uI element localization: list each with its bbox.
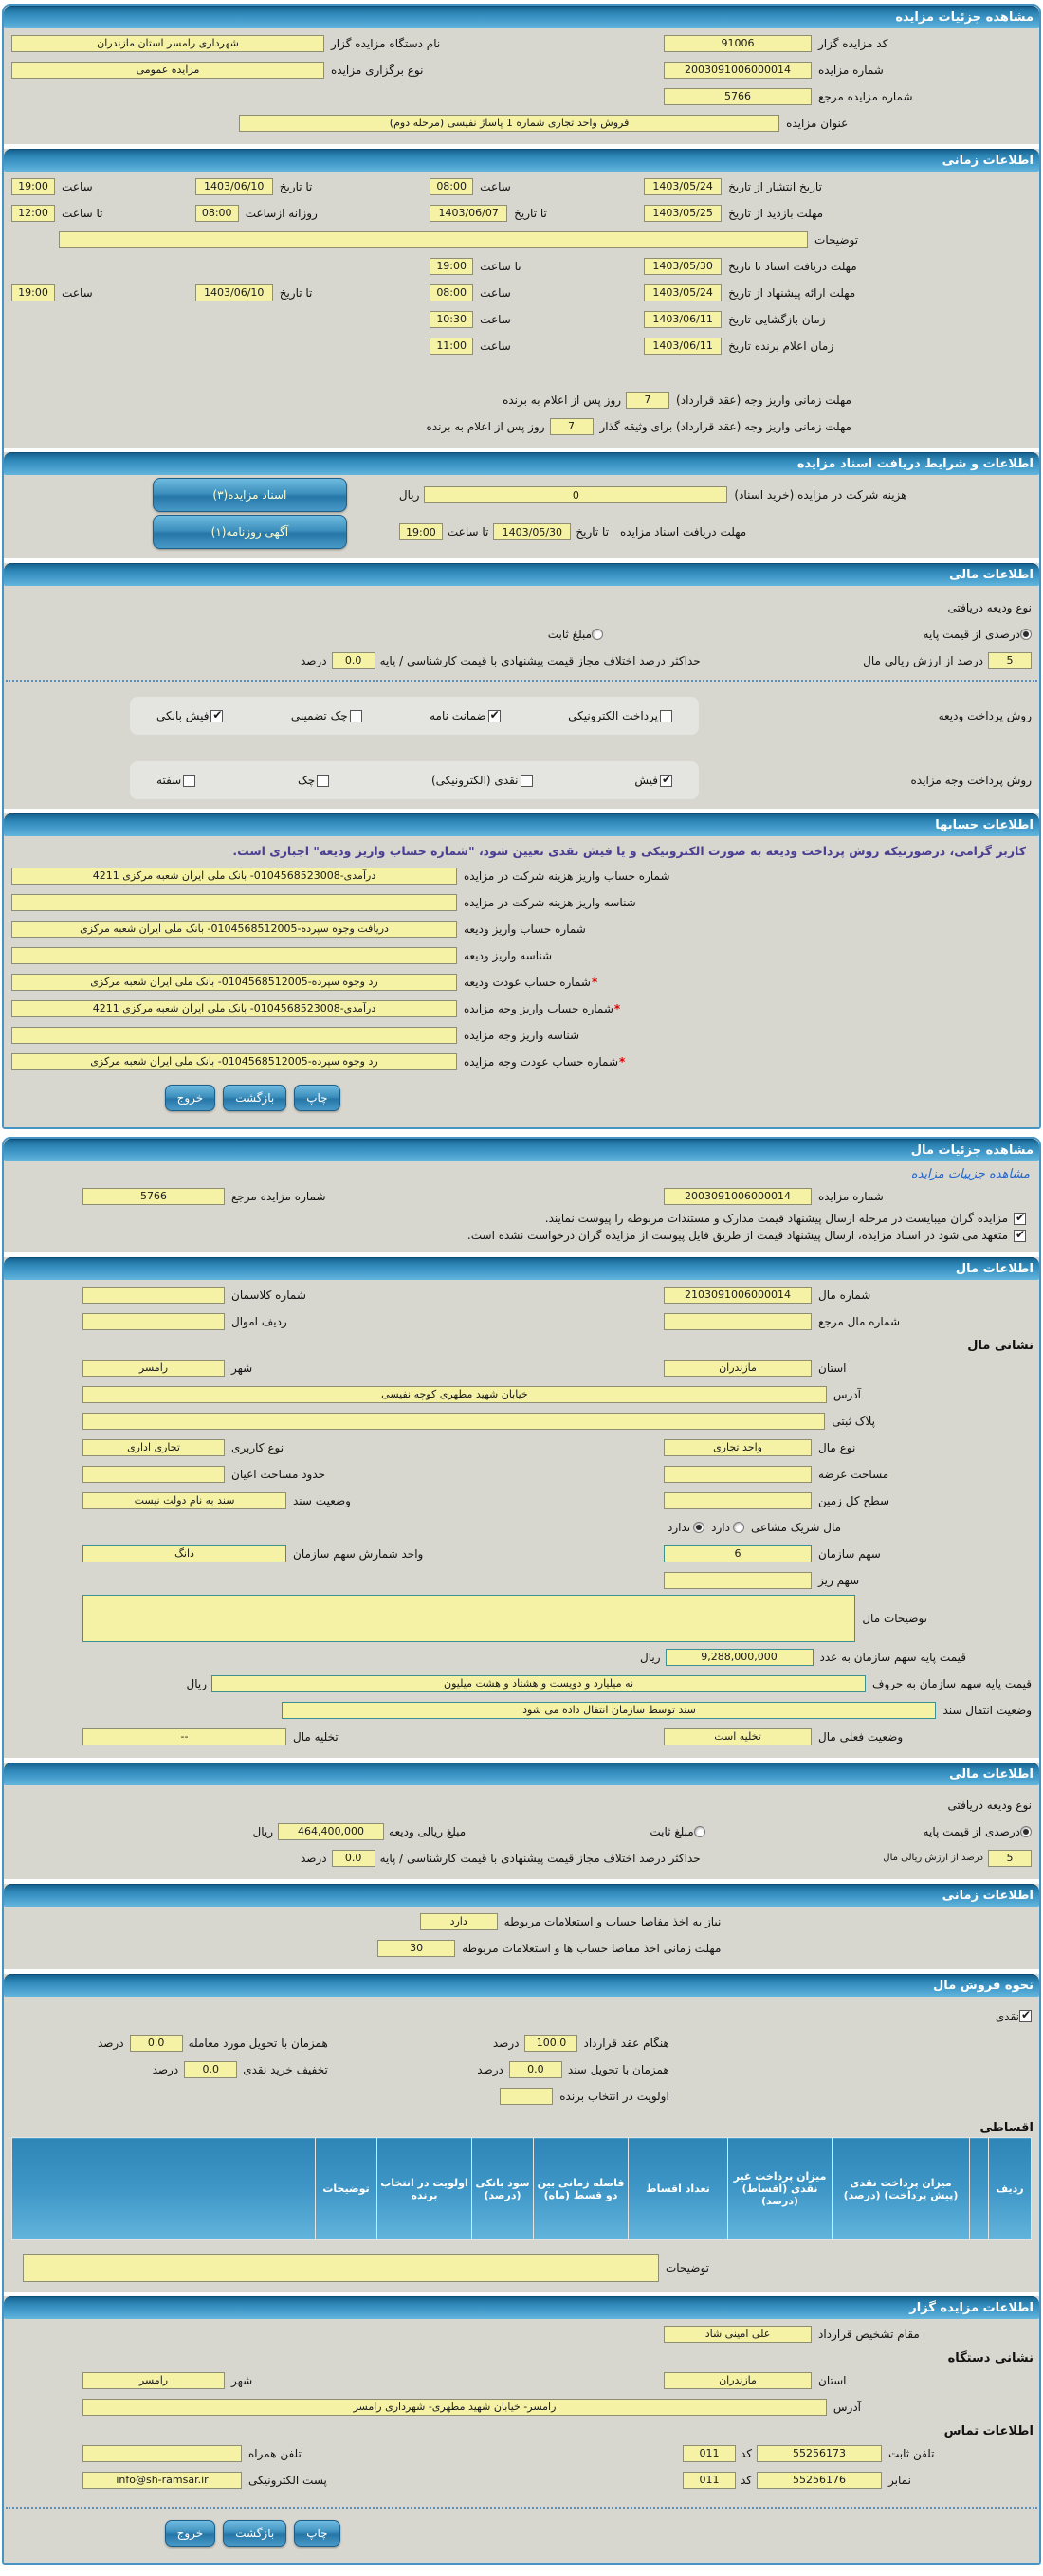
bidder-code-label: کد مزایده گزار xyxy=(818,36,888,50)
docs-deadline2-time-field[interactable]: 19:00 xyxy=(399,523,443,540)
promissory-note-checkbox[interactable] xyxy=(183,775,195,787)
deposit-percent2-field[interactable]: 5 xyxy=(988,1850,1032,1867)
auction-no-label: شماره مزایده xyxy=(818,1189,884,1203)
percent-of-value-label: درصد از ارزش ریالی مال xyxy=(863,653,983,667)
auction-subject-label: عنوان مزایده xyxy=(786,116,849,130)
deposit-return-account-label: شماره حساب عودت ودیعه xyxy=(464,975,591,989)
mobile-field[interactable] xyxy=(82,2445,242,2462)
at-deed-label: همزمان با تحویل سند xyxy=(567,2062,669,2076)
share-unit-label: واحد شمارش سهم سازمان xyxy=(293,1546,424,1561)
area-label: مساحت عرضه xyxy=(818,1467,889,1481)
mal-type-label: نوع مال xyxy=(818,1440,856,1454)
section-header-asset-info xyxy=(4,1257,1039,1280)
hold-type-label: نوع برگزاری مزایده xyxy=(331,63,424,77)
clearance-field[interactable]: دارد xyxy=(420,1913,498,1930)
slip-checkbox[interactable] xyxy=(660,775,672,787)
section-title: مشاهده جزئیات مزایده xyxy=(895,10,1034,25)
attach-docs-checkbox[interactable] xyxy=(1014,1213,1026,1225)
fee-account-label: شماره حساب واریز هزینه شرکت در مزایده xyxy=(464,868,670,883)
auction-pay-method-label: روش پرداخت وجه مزایده xyxy=(910,774,1032,787)
at-contract-field[interactable]: 100.0 xyxy=(524,2035,577,2052)
shared-yes-radio[interactable] xyxy=(733,1522,744,1533)
current-status-field[interactable]: تخلیه است xyxy=(664,1728,812,1745)
to-date-label: تا تاریخ xyxy=(576,525,610,539)
deposit-id-label: شناسه واریز ودیعه xyxy=(464,948,553,962)
commit-checkbox[interactable] xyxy=(1014,1230,1026,1242)
share-unit-field[interactable]: دانگ xyxy=(82,1545,286,1562)
plate-label: پلاک ثبتی xyxy=(832,1414,875,1428)
plate-field[interactable] xyxy=(82,1413,825,1430)
pay-deadline-label: مهلت زمانی واریز وجه (عقد قرارداد) xyxy=(676,393,851,407)
area-code-label: کد xyxy=(741,2473,753,2487)
fax-label: نمابر xyxy=(888,2473,911,2487)
col-bank-interest: سود بانکی (درصد) xyxy=(472,2138,534,2240)
winner-time-field[interactable]: 11:00 xyxy=(430,338,473,355)
fixed-amount2-radio[interactable] xyxy=(694,1826,705,1837)
org-city-field[interactable]: رامسر xyxy=(82,2372,225,2389)
publish-to-date-field[interactable]: 1403/06/10 xyxy=(195,178,273,195)
fee-deposit-id-field[interactable] xyxy=(11,894,457,911)
auction-number-field[interactable]: 2003091006000014 xyxy=(664,62,812,79)
col-description: توضیحات xyxy=(316,2138,377,2240)
org-name-field[interactable]: شهرداری رامسر استان مازندران xyxy=(11,35,324,52)
organizer-info-section xyxy=(4,2296,1039,2563)
exit-button[interactable]: خروج xyxy=(165,2520,216,2547)
class-no-field[interactable] xyxy=(82,1287,225,1304)
col-winner-priority: اولویت در انتخاب برنده xyxy=(377,2138,472,2240)
clearance-deadline-field[interactable]: 30 xyxy=(377,1940,455,1957)
auction-ref-label: شماره مزایده مرجع xyxy=(818,89,913,103)
sale-method-section xyxy=(4,1974,1039,2292)
pay-deadline2-days-field[interactable]: 7 xyxy=(550,418,594,435)
docs-deadline-label: مهلت دریافت اسناد تا تاریخ xyxy=(728,259,857,273)
mal-type-field[interactable]: واحد تجاری xyxy=(664,1439,812,1456)
guarantee-letter-label: ضمانت نامه xyxy=(430,709,486,722)
org-address-label: آدرس xyxy=(833,2400,861,2414)
cash-discount-field[interactable]: 0.0 xyxy=(184,2061,237,2078)
section-title: اطلاعات و شرایط دریافت اسناد مزایده xyxy=(796,457,1034,471)
mal-desc-label: توضیحات مال xyxy=(862,1612,927,1625)
electronic-payment-label: پرداخت الکترونیکی xyxy=(568,709,658,722)
section-title: اطلاعات مالی xyxy=(949,1767,1034,1781)
section-header-asset-time xyxy=(4,1884,1039,1907)
sub-share-field[interactable] xyxy=(664,1572,812,1589)
deed-status-label: وضعیت سند xyxy=(293,1493,351,1507)
section-header-sale-method xyxy=(4,1974,1039,1997)
rial-label: ریال xyxy=(186,1676,208,1690)
auction-subject-field[interactable]: فروش واحد تجاری شماره 1 پاساژ نفیسی (مرحله دوم) xyxy=(239,115,779,132)
auction-number-label: شماره مزایده xyxy=(818,63,884,77)
fee-deposit-id-label: شناسه واریز هزینه شرکت در مزایده xyxy=(464,895,636,909)
required-star: * xyxy=(613,1001,621,1015)
mobile-label: تلفن همراه xyxy=(248,2446,302,2460)
percent-label: درصد xyxy=(477,2062,503,2076)
col-row-number: ردیف xyxy=(989,2138,1032,2240)
required-star: * xyxy=(591,975,598,989)
max-diff-field[interactable]: 0.0 xyxy=(332,652,375,669)
hour-label: ساعت xyxy=(480,179,511,193)
to-date-label: تا تاریخ xyxy=(514,206,547,220)
clearance-deadline-label: مهلت زمانی اخذ مفاصا حساب ها و استعلامات مربوطه xyxy=(462,1941,722,1955)
area-field[interactable] xyxy=(664,1466,812,1483)
publish-date-field[interactable]: 1403/05/24 xyxy=(644,178,722,195)
mal-desc-field[interactable] xyxy=(82,1595,855,1642)
promissory-note-label: سفته xyxy=(156,774,182,787)
area-code-label: کد xyxy=(741,2446,753,2460)
time-info-section xyxy=(4,149,1039,448)
fee-label: هزینه شرکت در مزایده (خرید اسناد) xyxy=(734,488,907,502)
usage-type-field[interactable]: تجاری اداری xyxy=(82,1439,225,1456)
section-title: اطلاعات زمانی xyxy=(942,1889,1034,1903)
accounts-notice: کاربر گرامی، درصورتیکه روش پرداخت ودیعه به صورت الکترونیکی و یا فیش نقدی تعیین شود، "شماره حساب واریز ودیعه" اجباری است. xyxy=(232,844,1026,858)
deposit-id-field[interactable] xyxy=(11,947,457,964)
time-desc-field[interactable] xyxy=(59,231,808,248)
shared-no-radio[interactable] xyxy=(693,1522,704,1533)
percent-label: درصد xyxy=(300,1851,327,1865)
deposit-return-account-field[interactable]: رد وجوه سپرده-0104568512005- بانک ملی ایران شعبه مرکزی xyxy=(11,974,457,991)
col-filler xyxy=(12,2138,316,2240)
at-deed-field[interactable]: 0.0 xyxy=(509,2061,562,2078)
deposit-pay-method-label: روش پرداخت ودیعه xyxy=(938,709,1032,722)
bidder-code-field[interactable]: 91006 xyxy=(664,35,812,52)
publish-date-label: تاریخ انتشار از تاریخ xyxy=(728,179,822,193)
deposit-amount-label: مبلغ ریالی ودیعه xyxy=(389,1824,467,1838)
hour-label: ساعت xyxy=(480,338,511,353)
winner-label: زمان اعلام برنده تاریخ xyxy=(728,338,834,353)
org-province-field[interactable]: مازندران xyxy=(664,2372,812,2389)
cash-discount-label: تخفیف خرید نقدی xyxy=(243,2062,328,2076)
building-area-field[interactable] xyxy=(82,1466,225,1483)
installment-subheader: اقساطی xyxy=(979,2121,1034,2135)
col-spacer xyxy=(970,2138,989,2240)
deposit-percent-field[interactable]: 5 xyxy=(988,652,1032,669)
base-price-field[interactable]: 9,288,000,000 xyxy=(666,1649,814,1666)
city-label: شهر xyxy=(231,1361,253,1375)
deposit-account-label: شماره حساب واریز ودیعه xyxy=(464,922,586,936)
fax-field[interactable]: 55256176 xyxy=(757,2472,882,2489)
section-header-asset-financial xyxy=(4,1763,1039,1785)
asset-time-section xyxy=(4,1884,1039,1969)
max-diff-label: حداکثر درصد اختلاف مجاز قیمت پیشنهادی با قیمت کارشناسی / پایه xyxy=(379,653,701,667)
electronic-payment-checkbox[interactable] xyxy=(660,710,672,722)
auction-return-account-label: شماره حساب عودت وجه مزایده xyxy=(464,1054,619,1069)
hour-label: ساعت xyxy=(480,312,511,326)
auction-no-field[interactable]: 2003091006000014 xyxy=(664,1188,812,1205)
docs-deadline-date-field[interactable]: 1403/05/30 xyxy=(644,258,722,275)
certified-check-label: چک تضمینی xyxy=(290,709,348,722)
max-diff2-field[interactable]: 0.0 xyxy=(332,1850,375,1867)
docs-deadline2-label: مهلت دریافت اسناد مزایده xyxy=(620,525,747,539)
phone-label: تلفن ثابت xyxy=(888,2446,935,2460)
check-checkbox[interactable] xyxy=(317,775,329,787)
section-title: اطلاعات مالی xyxy=(949,568,1034,582)
auction-pay-account-label: شماره حساب واریز وجه مزایده xyxy=(464,1001,613,1015)
auction-details-panel xyxy=(2,4,1041,1129)
offer-time-field[interactable]: 08:00 xyxy=(430,284,473,301)
phone-field[interactable]: 55256173 xyxy=(757,2445,882,2462)
publish-to-time-field[interactable]: 19:00 xyxy=(11,178,55,195)
asset-details-panel xyxy=(2,1137,1041,2565)
dotted-divider xyxy=(6,2507,1037,2509)
col-installment-count: تعداد اقساط xyxy=(629,2138,728,2240)
section-header-docs-conditions xyxy=(4,452,1039,475)
to-date-label: تا تاریخ xyxy=(279,285,313,300)
mal-no-label: شماره مال xyxy=(818,1288,871,1302)
fax-code-field[interactable]: 011 xyxy=(683,2472,736,2489)
asset-address-subheader: نشانی مال xyxy=(967,1339,1034,1353)
docs-conditions-section xyxy=(4,452,1039,558)
cash-electronic-label: نقدی (الکترونیکی) xyxy=(431,774,519,787)
percent-of-value2-label: درصد از ارزش ریالی مال xyxy=(883,1853,983,1863)
attach-docs-note: مزایده گران میبایست در مرحله ارسال پیشنهاد قیمت مدارک و مستندات مربوطه را پیوست نمایند. xyxy=(544,1212,1008,1225)
max-diff2-label: حداکثر درصد اختلاف مجاز قیمت پیشنهادی با قیمت کارشناسی / پایه xyxy=(379,1851,701,1865)
org-city-label: شهر xyxy=(231,2373,253,2387)
cash-electronic-checkbox[interactable] xyxy=(521,775,533,787)
authority-label: مقام تشخیص قرارداد xyxy=(818,2327,920,2341)
evacuation-field[interactable]: -- xyxy=(82,1728,286,1745)
auction-header-section xyxy=(4,6,1039,144)
to-hour-label: تا ساعت xyxy=(447,525,489,539)
section-header-organizer-info xyxy=(4,2296,1039,2319)
email-label: پست الکترونیکی xyxy=(248,2473,327,2487)
visit-date-field[interactable]: 1403/05/25 xyxy=(644,205,722,222)
asset-row-field[interactable] xyxy=(82,1313,225,1330)
offer-to-date-field[interactable]: 1403/06/10 xyxy=(195,284,273,301)
auction-pay-id-field[interactable] xyxy=(11,1027,457,1044)
fixed-amount-option-label: مبلغ ثابت xyxy=(547,627,593,641)
winner-priority-label: اولویت در انتخاب برنده xyxy=(559,2089,669,2103)
required-star: * xyxy=(619,1054,626,1069)
authority-field[interactable]: علی امینی شاد xyxy=(664,2326,812,2343)
to-hour-label: تا ساعت xyxy=(62,206,103,220)
asset-header-section xyxy=(4,1139,1039,1252)
col-installment-interval: فاصله زمانی بین دو قسط (ماه) xyxy=(534,2138,629,2240)
contact-subheader: اطلاعات تماس xyxy=(943,2424,1034,2439)
asset-info-section xyxy=(4,1257,1039,1758)
auction-ref2-field[interactable]: 5766 xyxy=(82,1188,225,1205)
section-title: اطلاعات مزایده گزار xyxy=(909,2301,1034,2315)
installment-table xyxy=(11,2137,1032,2240)
section-header-time-info xyxy=(4,149,1039,172)
winner-priority-field[interactable] xyxy=(500,2088,553,2105)
section-title: اطلاعات زمانی xyxy=(942,154,1034,168)
rial-label: ریال xyxy=(252,1824,274,1838)
mal-ref-label: شماره مال مرجع xyxy=(818,1314,901,1328)
pay-deadline2-label: مهلت زمانی واریز وجه (عقد قرارداد) برای وثیقه گذار xyxy=(599,419,851,433)
col-noncash-payment: میزان پرداخت غیر نقدی (اقساط) (درصد) xyxy=(728,2138,833,2240)
at-delivery-field[interactable]: 0.0 xyxy=(130,2035,183,2052)
land-area-field[interactable] xyxy=(664,1492,812,1509)
bank-slip-checkbox[interactable] xyxy=(210,710,223,722)
accounts-info-section xyxy=(4,813,1039,1127)
shared-no-label: ندارد xyxy=(668,1520,691,1534)
slip-label: فیش xyxy=(634,774,658,787)
organizer-address-subheader: نشانی دستگاه xyxy=(947,2351,1034,2366)
asset-row-label: ردیف اموال xyxy=(231,1314,287,1328)
print-button[interactable]: چاپ xyxy=(294,2520,339,2547)
sub-share-label: سهم ریز xyxy=(818,1573,860,1587)
cash-sale-label: نقدی xyxy=(995,2009,1019,2023)
visit-label: مهلت بازدید از تاریخ xyxy=(728,206,824,220)
address-label: آدرس xyxy=(833,1387,861,1401)
offer-label: مهلت ارائه پیشنهاد از تاریخ xyxy=(728,285,856,300)
auction-pay-methods-group xyxy=(130,761,699,799)
daily-from-label: روزانه ازساعت xyxy=(245,206,318,220)
deposit-account-field[interactable]: دریافت وجوه سپرده-0104568512005- بانک ملی ایران شعبه مرکزی xyxy=(11,921,457,938)
percent-of-base2-radio[interactable] xyxy=(1020,1826,1032,1837)
visit-to-time-field[interactable]: 12:00 xyxy=(11,205,55,222)
time-desc-label: توضیحات xyxy=(814,232,859,247)
section-title: مشاهده جزئیات مال xyxy=(910,1143,1034,1158)
guarantee-letter-checkbox[interactable] xyxy=(488,710,501,722)
org-share-label: سهم سازمان xyxy=(818,1546,881,1561)
percent-label: درصد xyxy=(300,653,327,667)
col-cash-payment: میزان پرداخت نقدی (پیش پرداخت) (درصد) xyxy=(833,2138,970,2240)
fee-account-field[interactable]: درآمدی-0104568523008- بانک ملی ایران شعبه مرکزی 4211 xyxy=(11,868,457,885)
deed-transfer-label: وضعیت انتقال سند xyxy=(942,1703,1032,1717)
dotted-divider xyxy=(6,680,1037,682)
print-button[interactable]: چاپ xyxy=(294,1085,339,1111)
city-field[interactable]: رامسر xyxy=(82,1360,225,1377)
hour-label: ساعت xyxy=(480,285,511,300)
back-button[interactable]: بازگشت xyxy=(223,2520,286,2547)
docs-deadline2-date-field[interactable]: 1403/05/30 xyxy=(493,523,571,540)
docs-deadline-time-field[interactable]: 19:00 xyxy=(430,258,473,275)
auction-return-account-field[interactable]: رد وجوه سپرده-0104568512005- بانک ملی ایران شعبه مرکزی xyxy=(11,1053,457,1070)
financial-info-section xyxy=(4,563,1039,809)
building-area-label: حدود مساحت اعیان xyxy=(231,1467,326,1481)
org-name-label: نام دستگاه مزایده گزار xyxy=(331,36,441,50)
percent-label: درصد xyxy=(152,2062,179,2076)
percent-label: درصد xyxy=(492,2036,520,2050)
evacuation-label: تخلیه مال xyxy=(293,1729,339,1744)
current-status-label: وضعیت فعلی مال xyxy=(818,1729,904,1744)
fixed-amount-radio[interactable] xyxy=(592,629,603,640)
offer-to-time-field[interactable]: 19:00 xyxy=(11,284,55,301)
base-price-words-field[interactable]: نه میلیارد و دویست و هشتاد و هشت میلیون xyxy=(211,1675,866,1692)
pay-deadline-days-field[interactable]: 7 xyxy=(626,392,669,409)
deposit-pay-methods-group xyxy=(130,697,699,735)
land-area-label: سطح کل زمین xyxy=(818,1493,890,1507)
opening-date-field[interactable]: 1403/06/11 xyxy=(644,311,722,328)
bank-slip-label: فیش بانکی xyxy=(156,709,210,722)
deposit-type2-label: نوع ودیعه دریافتی xyxy=(947,1798,1032,1812)
back-button[interactable]: بازگشت xyxy=(223,1085,286,1111)
rial-label: ریال xyxy=(640,1650,661,1664)
shared-owner-label: مال شریک مشاعی xyxy=(750,1520,842,1534)
percent-label: درصد xyxy=(97,2036,124,2050)
address-field[interactable]: خیابان شهید مطهری کوچه نفیسی xyxy=(82,1386,827,1403)
opening-label: زمان بازگشایی تاریخ xyxy=(728,312,826,326)
province-label: استان xyxy=(818,1361,847,1375)
mal-ref-field[interactable] xyxy=(664,1313,812,1330)
hour-label: ساعت xyxy=(62,179,93,193)
deed-status-field[interactable]: سند به نام دولت نیست xyxy=(82,1492,286,1509)
days-after-label: روز پس از اعلام به برنده xyxy=(426,419,545,433)
at-delivery-label: همزمان با تحویل مورد معامله xyxy=(188,2036,328,2050)
percent-of-base-radio[interactable] xyxy=(1020,629,1032,640)
sale-desc-label: توضیحات xyxy=(665,2261,709,2275)
auction-docs-button[interactable]: اسناد مزایده(۳) xyxy=(153,478,347,512)
section-header-financial-info xyxy=(4,563,1039,586)
phone-code-field[interactable]: 011 xyxy=(683,2445,736,2462)
asset-financial-section xyxy=(4,1763,1039,1879)
hold-type-field[interactable]: مزایده عمومی xyxy=(11,62,324,79)
percent-of-base2-option-label: درصدی از قیمت پایه xyxy=(923,1824,1020,1838)
offer-date-field[interactable]: 1403/05/24 xyxy=(644,284,722,301)
to-hour-label: تا ساعت xyxy=(480,259,522,273)
fee-field[interactable]: 0 xyxy=(424,486,727,503)
commit-note: متعهد می شود در اسناد مزایده، ارسال پیشنهاد قیمت از طریق فایل پیوست از مزایده گران درخواست نشده است. xyxy=(467,1229,1008,1242)
percent-of-base-option-label: درصدی از قیمت پایه xyxy=(923,627,1020,641)
class-no-label: شماره کلاسمان xyxy=(231,1288,306,1302)
base-price-words-label: قیمت پایه سهم سازمان به حروف xyxy=(872,1676,1032,1690)
to-date-label: تا تاریخ xyxy=(279,179,313,193)
auction-ref-field[interactable]: 5766 xyxy=(664,88,812,105)
deed-transfer-field[interactable]: سند توسط سازمان انتقال داده می شود xyxy=(282,1702,936,1719)
section-header-accounts-info xyxy=(4,813,1039,836)
deposit-amount-field[interactable]: 464,400,000 xyxy=(278,1823,384,1840)
section-title: نحوه فروش مال xyxy=(933,1979,1034,1993)
auction-pay-account-field[interactable]: درآمدی-0104568523008- بانک ملی ایران شعبه مرکزی 4211 xyxy=(11,1000,457,1017)
shared-yes-label: دارد xyxy=(711,1520,730,1534)
org-address-field[interactable]: رامسر- خیابان شهید مطهری- شهرداری رامسر xyxy=(82,2399,827,2416)
section-header-asset-details xyxy=(4,1139,1039,1161)
winner-date-field[interactable]: 1403/06/11 xyxy=(644,338,722,355)
fixed-amount2-option-label: مبلغ ثابت xyxy=(650,1824,694,1838)
province-field[interactable]: مازندران xyxy=(664,1360,812,1377)
rial-label: ریال xyxy=(398,488,420,502)
deposit-type-label: نوع ودیعه دریافتی xyxy=(947,600,1032,614)
hour-label: ساعت xyxy=(62,285,93,300)
days-after-label: روز پس از اعلام به برنده xyxy=(503,393,622,407)
org-share-field[interactable]: 6 xyxy=(664,1545,812,1562)
email-field[interactable]: info@sh-ramsar.ir xyxy=(82,2472,242,2489)
publish-time-field[interactable]: 08:00 xyxy=(430,178,473,195)
clearance-label: نیاز به اخذ مفاصا حساب و استعلامات مربوطه xyxy=(503,1914,722,1928)
section-title: اطلاعات حسابها xyxy=(935,818,1034,832)
auction-pay-id-label: شناسه واریز وجه مزایده xyxy=(464,1028,580,1042)
at-contract-label: هنگام عقد قرارداد xyxy=(583,2036,669,2050)
usage-type-label: نوع کاربری xyxy=(231,1440,284,1454)
visit-to-date-field[interactable]: 1403/06/07 xyxy=(430,205,507,222)
section-title: اطلاعات مال xyxy=(955,1262,1034,1276)
mal-no-field[interactable]: 2103091006000014 xyxy=(664,1287,812,1304)
opening-time-field[interactable]: 10:30 xyxy=(430,311,473,328)
exit-button[interactable]: خروج xyxy=(165,1085,216,1111)
sale-desc-field[interactable] xyxy=(23,2254,659,2282)
section-header-auction-details xyxy=(4,6,1039,28)
newspaper-ad-button[interactable]: آگهی روزنامه(۱) xyxy=(153,515,347,549)
cash-sale-checkbox[interactable] xyxy=(1019,2010,1032,2022)
base-price-label: قیمت پایه سهم سازمان به عدد xyxy=(819,1650,966,1664)
check-label: چک xyxy=(298,774,316,787)
visit-from-time-field[interactable]: 08:00 xyxy=(195,205,239,222)
certified-check-checkbox[interactable] xyxy=(350,710,362,722)
org-province-label: استان xyxy=(818,2373,847,2387)
view-auction-details-link[interactable]: مشاهده جزییات مزایده xyxy=(910,1167,1030,1181)
auction-ref2-label: شماره مزایده مرجع xyxy=(231,1189,326,1203)
